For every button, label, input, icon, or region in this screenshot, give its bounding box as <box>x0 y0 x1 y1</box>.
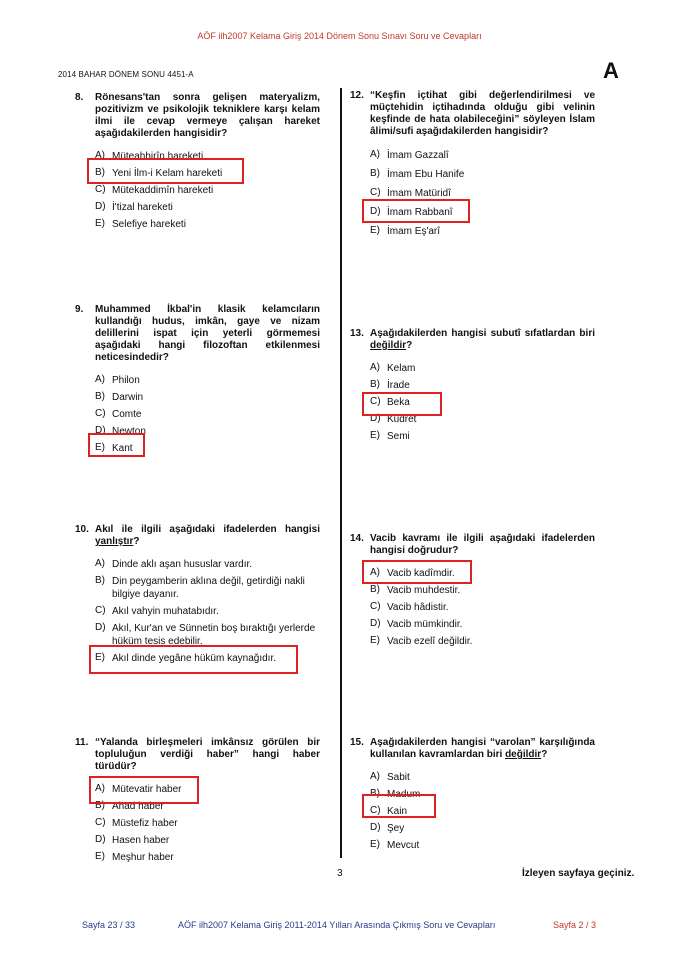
option-a[interactable]: A) Müteahhirîn hareketi <box>95 150 204 162</box>
question-number: 8. <box>75 92 84 103</box>
next-page-instruction: İzleyen sayfaya geçiniz. <box>522 868 635 879</box>
answer-highlight-box <box>88 433 145 457</box>
answer-highlight-box <box>362 560 472 584</box>
option-b[interactable]: B) Madum <box>370 788 421 800</box>
question-stem: Vacib kavramı ile ilgili aşağıdaki ifadelerden hangisi doğrudur? <box>370 533 595 556</box>
option-d[interactable]: D) Kudret <box>370 413 417 425</box>
column-divider <box>340 88 342 858</box>
question-number: 13. <box>350 328 364 339</box>
option-b[interactable]: B) İmam Ebu Hanife <box>370 168 465 180</box>
question-number: 9. <box>75 304 84 315</box>
option-b[interactable]: B) Yeni İlm-i Kelam hareketi <box>95 167 223 179</box>
option-e[interactable]: E) Selefiye hareketi <box>95 218 186 230</box>
booklet-letter: A <box>603 58 619 83</box>
option-d[interactable]: D) İmam Rabbanî <box>370 206 453 218</box>
question-number: 11. <box>75 737 89 748</box>
answer-highlight-box <box>89 645 298 674</box>
question-stem: “Yalanda birleşmeleri imkânsız görülen bir topluluğun verdiği haber” hangi haber türüdür? <box>95 737 320 772</box>
question-number: 10. <box>75 524 89 535</box>
option-a[interactable]: A) Kelam <box>370 362 416 374</box>
option-c[interactable]: C) Beka <box>370 396 410 408</box>
option-b[interactable]: B) İrade <box>370 379 410 391</box>
question-number: 14. <box>350 533 364 544</box>
option-d[interactable]: D) Şey <box>370 822 405 834</box>
option-e[interactable]: E) Meşhur haber <box>95 851 174 863</box>
option-a[interactable]: A) Vacib kadîmdir. <box>370 567 455 579</box>
question-stem: Aşağıdakilerden hangisi subutî sıfatlardan biri değildir? <box>370 328 595 351</box>
option-c[interactable]: C) Kain <box>370 805 408 817</box>
option-b[interactable]: B) Ahad haber <box>95 800 164 812</box>
option-c[interactable]: C) Mütekaddimîn hareketi <box>95 184 214 196</box>
question-stem: Aşağıdakilerden hangisi “varolan” karşılığında kullanılan kavramlardan biri değildir? <box>370 737 595 760</box>
option-e[interactable]: E) Semi <box>370 430 410 442</box>
footer-title: AÖF ilh2007 Kelama Giriş 2011-2014 Yılları Arasında Çıkmış Soru ve Cevapları <box>178 920 496 930</box>
option-d[interactable]: D) Vacib mümkindir. <box>370 618 463 630</box>
option-b[interactable]: B) Din peygamberin aklına değil, getirdiği nakli bilgiye dayanır. <box>95 575 305 600</box>
option-e[interactable]: E) Mevcut <box>370 839 420 851</box>
question-stem: Akıl ile ilgili aşağıdaki ifadelerden hangisi yanlıştır? <box>95 524 320 547</box>
question-14 <box>350 533 595 651</box>
option-e[interactable]: E) Vacib ezelî değildir. <box>370 635 473 647</box>
answer-highlight-box <box>89 776 199 804</box>
option-d[interactable]: D) Hasen haber <box>95 834 170 846</box>
question-stem: “Keşfin içtihat gibi değerlendirilmesi ve müçtehidin içtihadında olduğu gibi velinin keşfinde de hata olabileceğini” söyleyen İslam âlimi/sufi aşağıdakilerden hangisidir? <box>370 90 595 137</box>
answer-highlight-box <box>362 794 436 818</box>
answer-highlight-box <box>87 158 244 184</box>
option-e[interactable]: E) Akıl dinde yegâne hüküm kaynağıdır. <box>95 652 276 664</box>
page-number: 3 <box>337 868 343 879</box>
option-e[interactable]: E) İmam Eş'arî <box>370 225 441 237</box>
option-d[interactable]: D) Akıl, Kur'an ve Sünnetin boş bıraktığı yerlerde hüküm tesis edebilir. <box>95 622 316 647</box>
option-d[interactable]: D) İ'tizal hareketi <box>95 201 173 213</box>
question-stem: Rönesans'tan sonra gelişen materyalizm, pozitivizm ve psikolojik tekniklere karşı kelam ilmi ile cevap vermeye çalışan hareket aşağıdakilerden hangisidir? <box>95 92 320 139</box>
option-b[interactable]: B) Darwin <box>95 391 144 403</box>
question-13 <box>350 328 595 446</box>
answer-highlight-box <box>362 392 442 416</box>
option-b[interactable]: B) Vacib muhdestir. <box>370 584 461 596</box>
option-a[interactable]: A) Philon <box>95 374 140 386</box>
footer-page-counter: Sayfa 23 / 33 <box>82 920 136 930</box>
option-a[interactable]: A) Dinde aklı aşan hususlar vardır. <box>95 558 253 570</box>
option-c[interactable]: C) İmam Matüridî <box>370 187 451 199</box>
option-a[interactable]: A) İmam Gazzalî <box>370 149 449 161</box>
option-a[interactable]: A) Sabit <box>370 771 410 783</box>
option-d[interactable]: D) Newton <box>95 425 146 437</box>
exam-code: 2014 BAHAR DÖNEM SONU 4451-A <box>58 70 194 79</box>
document-header-title: AÖF ilh2007 Kelama Giriş 2014 Dönem Sonu Sınavı Soru ve Cevapları <box>197 31 482 41</box>
question-number: 15. <box>350 737 364 748</box>
option-e[interactable]: E) Kant <box>95 442 133 454</box>
option-c[interactable]: C) Müstefiz haber <box>95 817 178 829</box>
option-c[interactable]: C) Comte <box>95 408 142 420</box>
footer-page-of: Sayfa 2 / 3 <box>553 920 597 930</box>
question-number: 12. <box>350 90 364 101</box>
option-c[interactable]: C) Vacib hâdistir. <box>370 601 449 613</box>
answer-highlight-box <box>362 199 470 223</box>
option-a[interactable]: A) Mütevatir haber <box>95 783 182 795</box>
option-c[interactable]: C) Akıl vahyin muhatabıdır. <box>95 605 219 617</box>
question-stem: Muhammed İkbal'in klasik kelamcıların kullandığı hudus, imkân, gaye ve nizam delillerini ispat için yeterli görmemesi aşağıdaki hangi filozoftan etkilenmesi neticesindedir? <box>95 304 320 363</box>
